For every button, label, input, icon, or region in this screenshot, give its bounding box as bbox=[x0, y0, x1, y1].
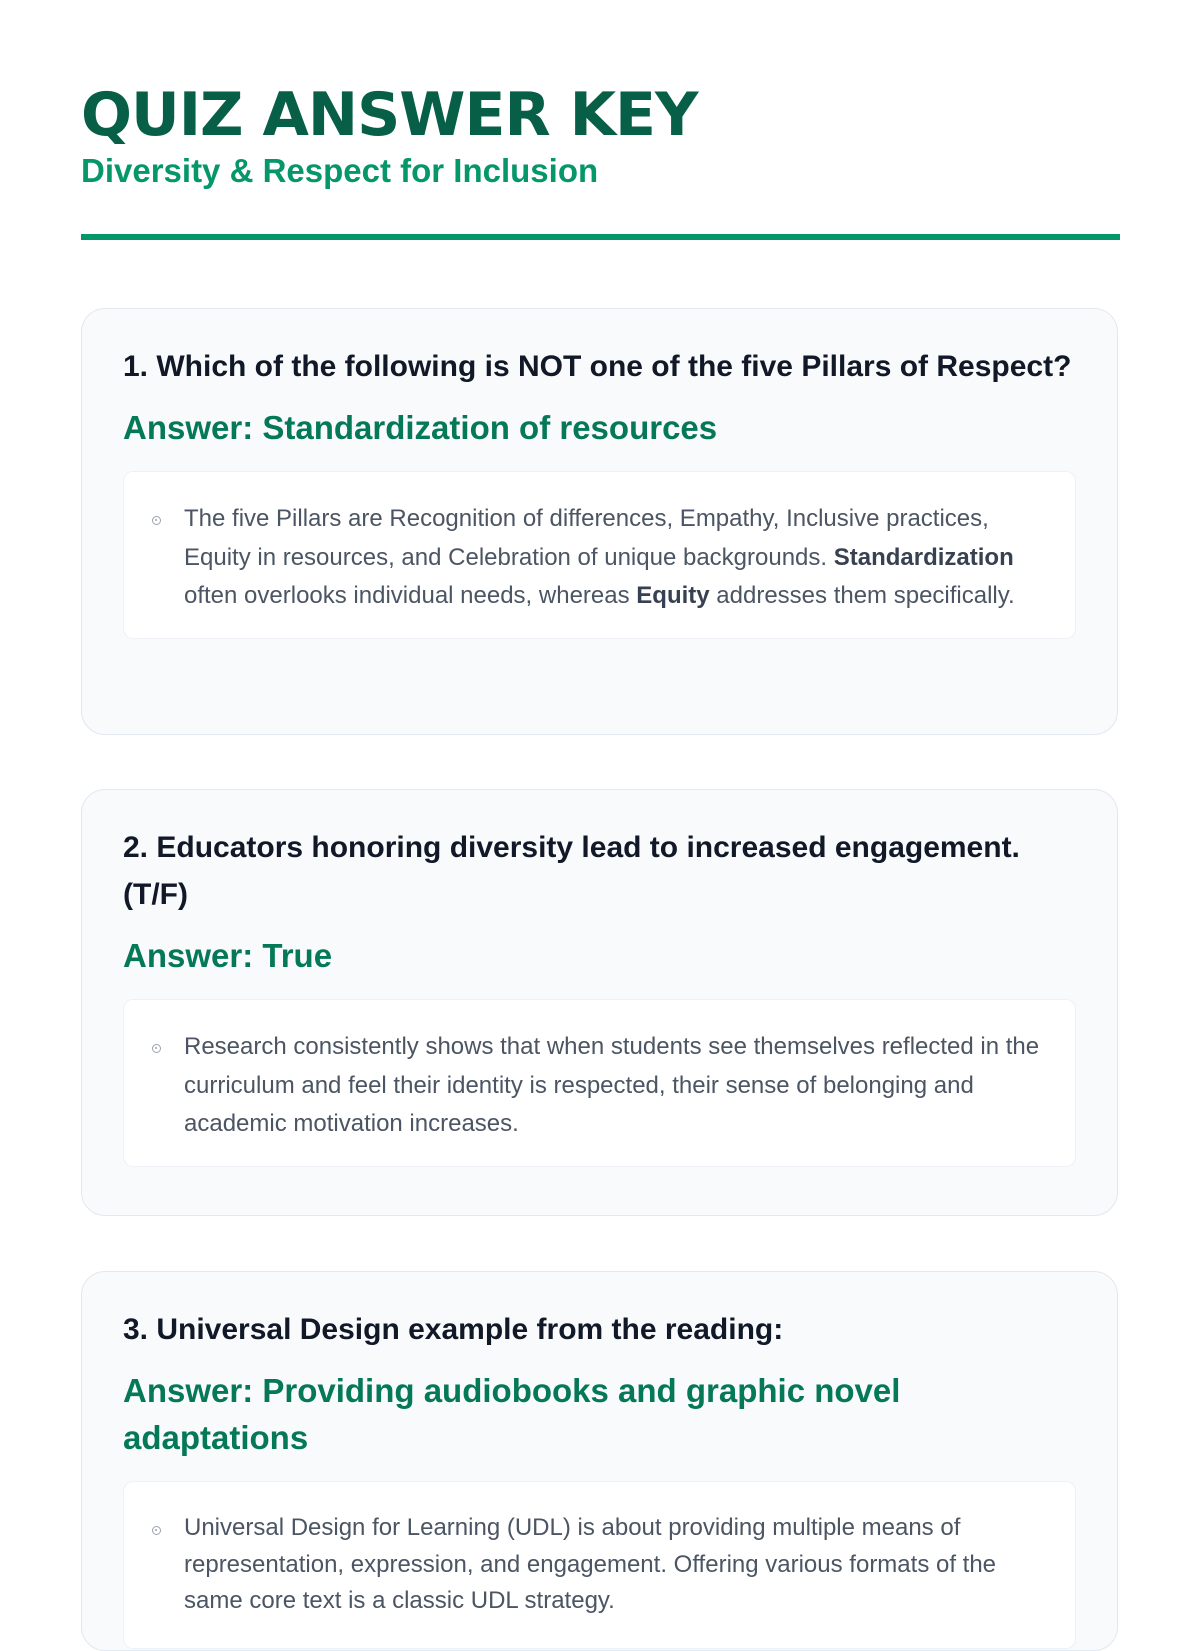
bullet-icon bbox=[152, 1526, 161, 1535]
answer-text: Answer: True bbox=[123, 937, 333, 974]
explanation-emphasis: Standardization bbox=[833, 543, 1014, 571]
question-text: 2. Educators honoring diversity lead to increased engagement. (T/F) bbox=[123, 831, 1020, 911]
question-card-3 bbox=[81, 1271, 1118, 1651]
answer-text: Answer: Standardization of resources bbox=[123, 409, 718, 446]
explanation-text: The five Pillars are Recognition of differences, Empathy, Inclusive practices, Equity in resources, and Celebration of unique backgrounds. Standardization often overlooks individual needs, whereas Equity addresses them specifically. bbox=[184, 505, 1015, 609]
header-divider bbox=[81, 234, 1120, 240]
question-text: 1. Which of the following is NOT one of the five Pillars of Respect? bbox=[123, 350, 1072, 383]
answer-text: Answer: Providing audiobooks and graphic novel adaptations bbox=[123, 1372, 901, 1456]
explanation-emphasis: Equity bbox=[636, 582, 710, 609]
question-text: 3. Universal Design example from the reading: bbox=[123, 1313, 784, 1346]
page-title: QUIZ ANSWER KEY bbox=[81, 80, 698, 150]
explanation-text: Research consistently shows that when students see themselves reflected in the curriculum and feel their identity is respected, their sense of belonging and academic motivation increases. bbox=[184, 1033, 1040, 1137]
explanation-box bbox=[123, 1481, 1076, 1649]
question-card-2 bbox=[81, 789, 1118, 1216]
question-card-1 bbox=[81, 308, 1118, 735]
bullet-icon bbox=[152, 1044, 161, 1053]
bullet-icon bbox=[152, 516, 161, 525]
explanation-box bbox=[123, 471, 1076, 639]
explanation-box bbox=[123, 999, 1076, 1167]
explanation-text: Universal Design for Learning (UDL) is about providing multiple means of representation, expression, and engagement. Offering various formats of the same core text is a classic UDL strategy. bbox=[184, 1514, 997, 1614]
page-subtitle: Diversity & Respect for Inclusion bbox=[81, 152, 599, 189]
